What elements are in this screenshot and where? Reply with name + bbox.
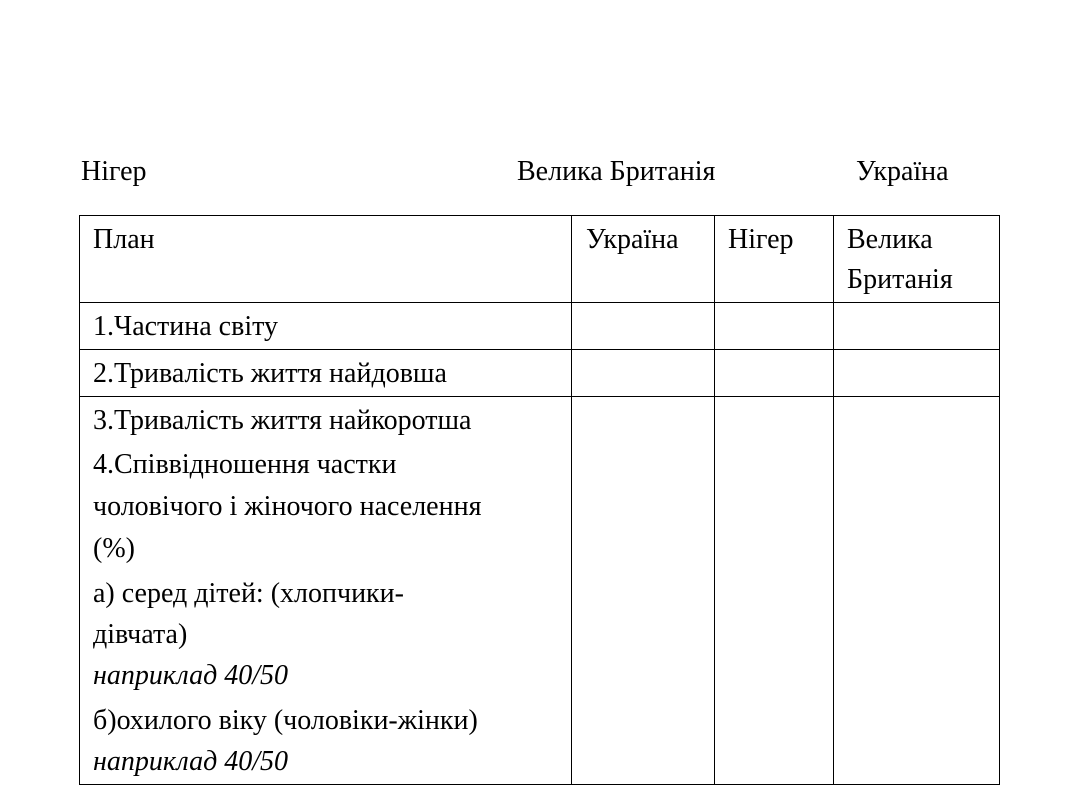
table-row [80,350,1000,397]
row-label-elderly: б)охилого віку (чоловіки-жінки) наприклад 40/50 [80,699,572,785]
table-row [80,397,1000,444]
column-header-plan: План [80,216,572,303]
cell-niger [715,350,834,397]
cell-niger [715,699,834,785]
example-text: наприклад 40/50 [93,746,289,777]
column-header-uk-line1: Велика [847,224,933,255]
cell-uk [834,303,1000,350]
cell-niger [715,397,834,444]
cell-niger [715,303,834,350]
column-header-niger: Нігер [715,216,834,303]
column-header-uk-line2: Британія [847,264,953,295]
table-row [80,303,1000,350]
table-row [80,699,1000,785]
header-label-ukraine: Україна [856,156,949,187]
cell-uk [834,397,1000,444]
cell-ukraine [572,443,715,572]
column-header-uk [834,216,1000,303]
plan-table [79,215,1000,785]
cell-uk [834,350,1000,397]
table-row [80,443,1000,572]
header-label-niger: Нігер [81,156,147,187]
cell-niger [715,443,834,572]
row-label-children: а) серед дітей: (хлопчики- дівчата) наприклад 40/50 [80,572,572,699]
cell-uk [834,443,1000,572]
row-label-part-of-world: 1.Частина світу [80,303,572,350]
row-label-shortest-life: 3.Тривалість життя найкоротша [80,397,572,444]
header-label-uk: Велика Британія [517,156,716,187]
cell-uk [834,572,1000,699]
table-header-row [80,216,1000,303]
example-text: наприклад 40/50 [93,660,289,691]
cell-uk [834,699,1000,785]
cell-niger [715,572,834,699]
table-row [80,572,1000,699]
cell-ukraine [572,303,715,350]
row-label-longest-life: 2.Тривалість життя найдовша [80,350,572,397]
cell-ukraine [572,397,715,444]
row-label-sex-ratio: 4.Співвідношення частки чоловічого і жіночого населення (%) [80,443,572,572]
cell-ukraine [572,699,715,785]
column-header-ukraine: Україна [572,216,715,303]
cell-ukraine [572,572,715,699]
cell-ukraine [572,350,715,397]
